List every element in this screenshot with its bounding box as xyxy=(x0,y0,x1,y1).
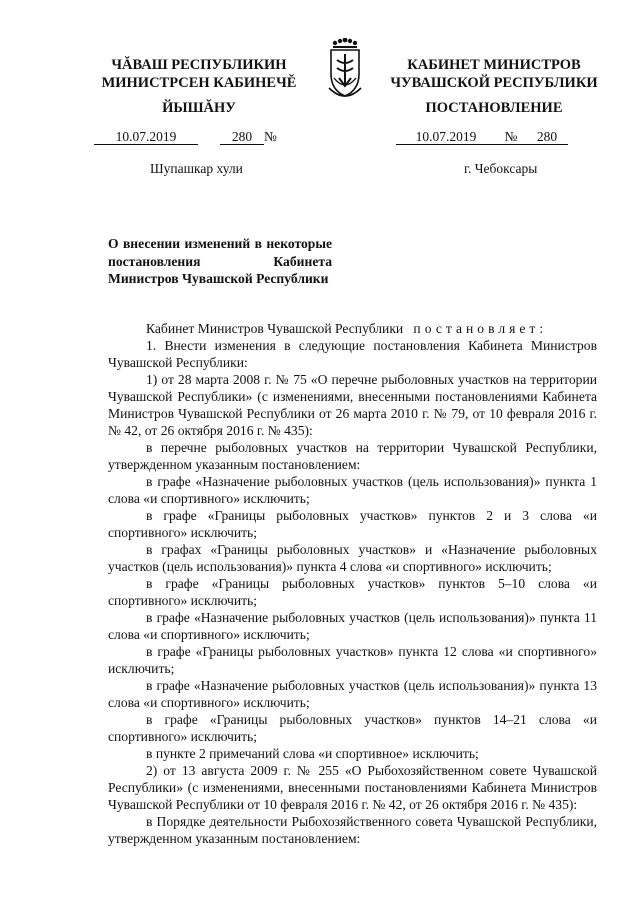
number-left: 280 xyxy=(220,129,264,145)
subject-title: О внесении изменений в некоторые постановления Кабинета Министров Чувашской Республики xyxy=(108,236,332,286)
city-right: г. Чебоксары xyxy=(464,161,538,176)
body-paragraph: в перечне рыболовных участков на территории Чувашской Республики, утвержденном указанным постановлением: xyxy=(108,440,597,472)
header-left-doc-type: ЙЫШĂНУ xyxy=(162,100,236,116)
header-right-doc-type: ПОСТАНОВЛЕНИЕ xyxy=(425,100,563,116)
body-paragraph: в графе «Границы рыболовных участков» пункта 12 слова «и спортивного» исключить; xyxy=(108,644,597,676)
body-paragraph: 1. Внести изменения в следующие постановления Кабинета Министров Чувашской Республики: xyxy=(108,338,597,370)
number-sign-right: № xyxy=(496,129,526,145)
city-left: Шупашкар хули xyxy=(150,161,243,176)
number-sign-left: № xyxy=(264,129,277,144)
body-paragraph: в графе «Границы рыболовных участков» пунктов 14–21 слова «и спортивного» исключить; xyxy=(108,712,597,744)
body-paragraph: в графах «Границы рыболовных участков» и «Назначение рыболовных участков (цель использования)» пункта 4 слова «и спортивного» исключить; xyxy=(108,542,597,574)
body-paragraph: 1) от 28 марта 2008 г. № 75 «О перечне рыболовных участков на территории Чувашской Республики» (с изменениями, внесенными постановлениями Кабинета Министров Чувашской Республики от 26 марта 2010 г. № 79, от 10 февраля 2016 г. № 42, от 26 октября 2016 г. № 435): xyxy=(108,372,597,438)
header-right-line-2: ЧУВАШСКОЙ РЕСПУБЛИКИ xyxy=(390,75,598,91)
header-left-line-2: МИНИСТРСЕН КАБИНЕЧĔ xyxy=(101,75,297,91)
header-right-org xyxy=(370,56,618,92)
date-number-right xyxy=(396,128,568,146)
intro-prefix: Кабинет Министров Чувашской Республики xyxy=(146,321,404,336)
date-number-left xyxy=(94,128,277,146)
intro-paragraph xyxy=(108,320,597,337)
body-paragraph: в графе «Границы рыболовных участков» пунктов 2 и 3 слова «и спортивного» исключить; xyxy=(108,508,597,540)
date-left: 10.07.2019 xyxy=(94,129,198,145)
body-paragraph: в графе «Назначение рыболовных участков (цель использования)» пункта 13 слова «и спортивного» исключить; xyxy=(108,678,597,710)
body-paragraph: в графе «Назначение рыболовных участков (цель использования)» пункта 1 слова «и спортивного» исключить; xyxy=(108,474,597,506)
document-body xyxy=(108,320,597,847)
number-right: 280 xyxy=(526,129,568,145)
body-paragraph: в Порядке деятельности Рыбохозяйственного совета Чувашской Республики, утвержденном указанным постановлением: xyxy=(108,814,597,846)
body-paragraph: 2) от 13 августа 2009 г. № 255 «О Рыбохозяйственном совете Чувашской Республики» (с изменениями, внесенными постановлениями Кабинета Министров Чувашской Республики от 10 февраля 2016 г. № 42, от 26 октября 2016 г. № 435): xyxy=(108,763,597,812)
body-paragraph: в графе «Границы рыболовных участков» пунктов 5–10 слова «и спортивного» исключить; xyxy=(108,576,597,608)
body-paragraph: в графе «Назначение рыболовных участков (цель использования)» пункта 11 слова «и спортивного» исключить; xyxy=(108,610,597,642)
header-right-line-1: КАБИНЕТ МИНИСТРОВ xyxy=(407,57,581,73)
header-left-line-1: ЧĂВАШ РЕСПУБЛИКИН xyxy=(111,57,287,73)
header-left-org xyxy=(95,56,303,92)
intro-verb: постановляет: xyxy=(413,321,548,336)
chuvash-coat-of-arms-icon xyxy=(325,38,365,102)
date-right: 10.07.2019 xyxy=(396,129,496,145)
body-paragraph: в пункте 2 примечаний слова «и спортивное» исключить; xyxy=(146,746,479,761)
